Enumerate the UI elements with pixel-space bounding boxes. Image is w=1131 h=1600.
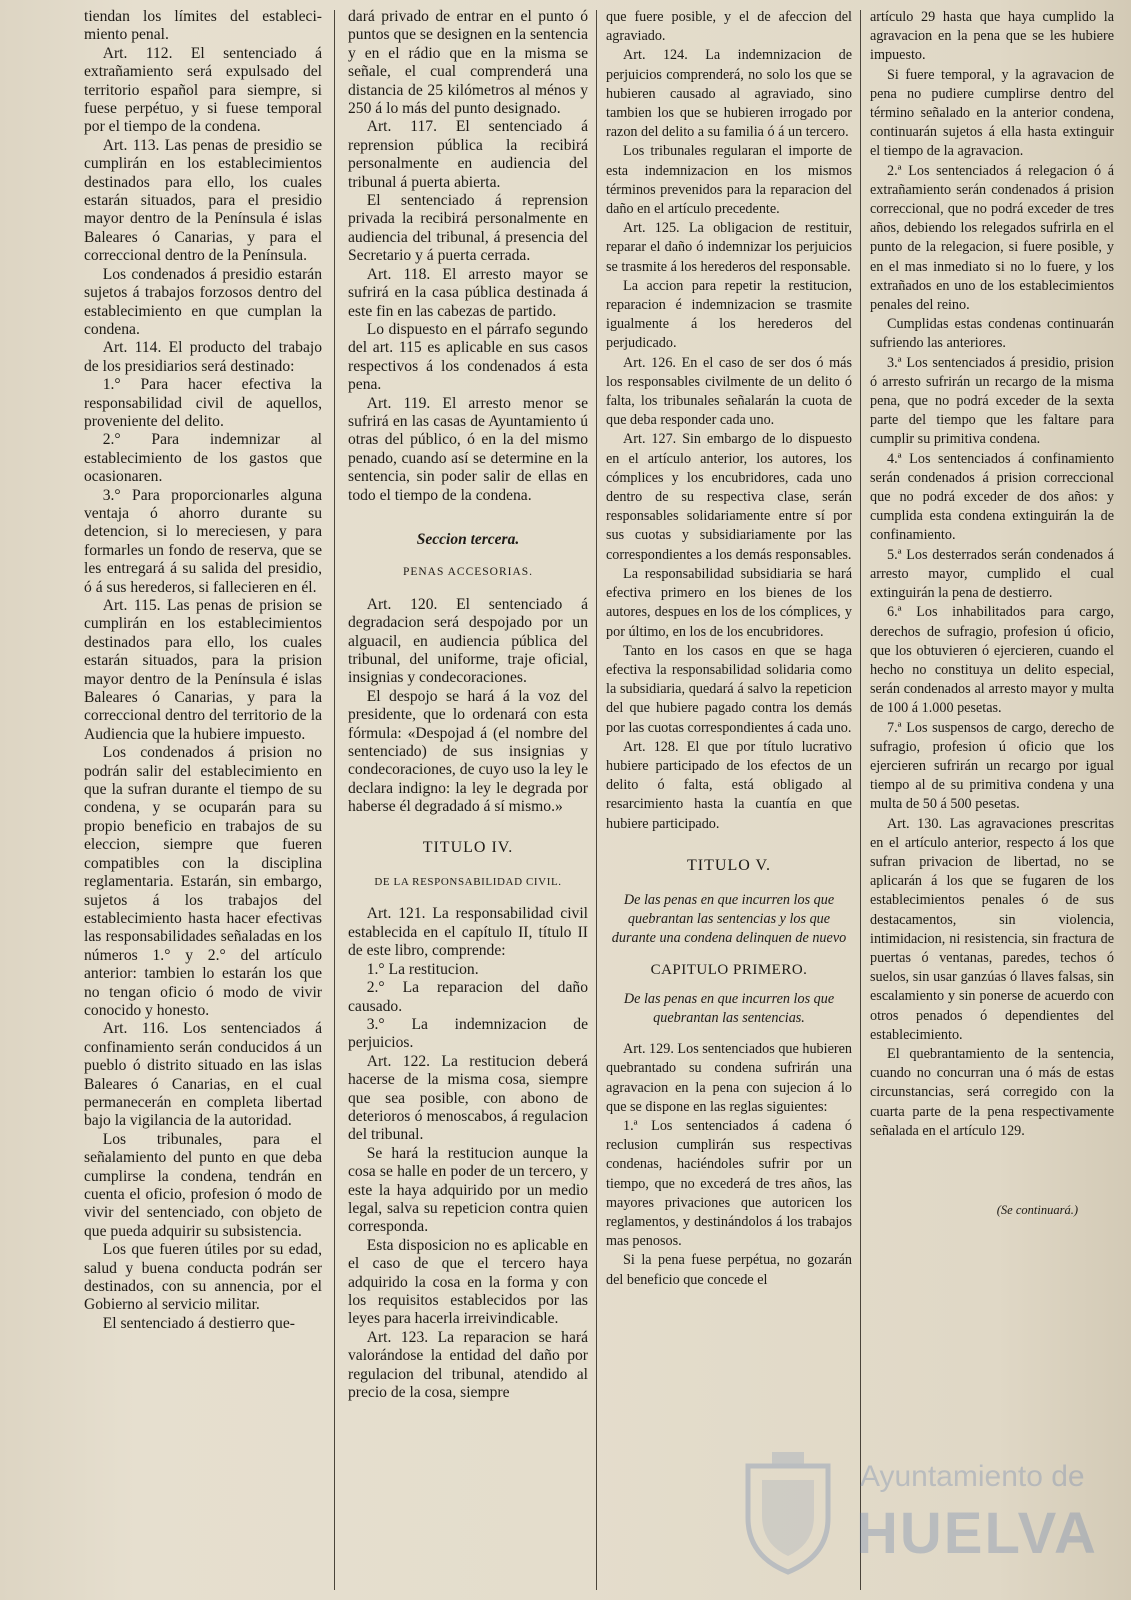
paragraph: Art. 127. Sin embargo de lo dispuesto en el artículo anterior, los autores, los cómplices y los encubridores, cada uno dentro de su respectiva clase, serán responsables solidariamente entre sí por sus cuotas y subsidiariamente por las correspondientes a los demás responsables. [606,431,852,563]
paragraph: Los tribunales regularan el importe de esta indemnizacion en los mismos términos prevenidos para la reparacion del daño en el artículo precedente. [606,143,852,218]
paragraph: Tanto en los casos en que se haga efectiva la responsabilidad solidaria como la subsidiaria, quedará á salvo la repeticion del que hubiere pagado contra los demás por las cuotas correspondientes á cada uno. [606,642,852,736]
column-4 [870,8,1114,1593]
paragraph: El sentenciado á reprension privada la recibirá personalmente en audiencia del tribunal, á presencia del Secretario y á puerta cerrada. [348,192,588,265]
paragraph: Art. 117. El sentenciado á reprension pública la recibirá personalmente en audiencia del tribunal á puerta abierta. [348,118,588,191]
paragraph: 3.° La indemnizacion de perjuicios. [348,1015,588,1052]
paragraph: Art. 121. La responsabilidad civil establecida en el capítulo II, título II de este libro, comprende: [348,905,588,960]
chapter-heading: CAPITULO PRIMERO. [650,961,808,978]
paragraph: La responsabilidad subsidiaria se hará efectiva primero en los bienes de los autores, despues en los de los cómplices, y por último, en los de los encubridores. [606,565,852,640]
section-heading: Seccion tercera. [416,530,520,548]
paragraph: Art. 123. La reparacion se hará valorándose la entidad del daño por regulacion del tribunal, atendido al precio de la cosa, siempre [348,1328,588,1402]
paragraph: Art. 118. El arresto mayor se sufrirá en la casa pública destinada á este fin en las cabezas de partido. [348,265,588,320]
paragraph: Art. 120. El sentenciado á degradacion será despojado por un alguacil, en audiencia pública del tribunal, del uniforme, traje oficial, insignias y condecoraciones. [348,595,588,687]
column-rule [596,10,597,1590]
title-heading: TITULO IV. [422,838,514,856]
section-subheading: PENAS ACCESORIAS. [402,566,534,579]
paragraph: 5.ª Los desterrados serán condenados á arresto mayor, cumplido el cual extinguirán la pena de destierro. [870,546,1114,602]
paragraph: Si fuere temporal, y la agravacion de pena no pudiere cumplirse dentro del término señalado en la anterior condena, continuarán sujetos á ella hasta extinguir el tiempo de la agravacion. [870,66,1114,160]
paragraph: Esta disposicion no es aplicable en el caso de que el tercero haya adquirido la cosa en la forma y con los requisitos establecidos por las leyes para hacerla irreivindicable. [348,1236,588,1328]
chapter-subheading: De las penas en que incurren los que quebrantan las sentencias. [623,990,835,1026]
paragraph: 3.° Para proporcionarles alguna ventaja ó ahorro durante su detencion, si lo mereciesen, y para formarles un fondo de reserva, que se les entregará á su salida del presidio, ó á sus herederos, si fallecieren en él. [84,486,322,596]
column-rule [334,10,335,1590]
paragraph: Art. 114. El producto del trabajo de los presidiarios será destinado: [84,339,322,375]
title-subheading: De las penas en que incurren los que quebrantan las sentencias y los que durante una condena delinquen de nuevo [611,891,847,947]
paragraph: El quebrantamiento de la sentencia, cuando no concurran una ó más de estas circunstancias, será corregido con la cuarta parte de la pena respectivamente señalada en el artículo 129. [870,1045,1114,1139]
watermark-line2: HUELVA [856,1501,1098,1566]
paragraph: que fuere posible, y el de afeccion del agraviado. [606,9,852,45]
column-2 [348,8,588,1593]
paragraph: Art. 115. Las penas de prision se cumplirán en los establecimientos destinados para ello, los cuales estarán situados, para la prision mayor dentro de la Península é islas Baleares ó Canarias, y para la correccional dentro del territorio de la Audiencia que la hubiere impuesto. [84,597,322,743]
column-1 [84,8,322,1593]
watermark-line1: Ayuntamiento de [860,1460,1085,1493]
continuation-note: (Se continuará.) [996,1202,1078,1217]
paragraph: 1.° La restitucion. [366,960,479,978]
paragraph: Art. 116. Los sentenciados á confinamiento serán conducidos á un pueblo ó distrito situado en las islas Baleares ó Canarias, en el cual permanecerán en completa libertad bajo la vigilancia de la autoridad. [84,1020,322,1130]
paragraph: Si la pena fuese perpétua, no gozarán del beneficio que concede el [606,1252,852,1288]
paragraph: Lo dispuesto en el párrafo segundo del art. 115 es aplicable en sus casos respectivos á los condenados á esta pena. [348,320,588,394]
paragraph: La accion para repetir la restitucion, reparacion é indemnizacion se trasmite igualmente á los herederos del perjudicado. [606,277,852,352]
paragraph: 1.ª Los sentenciados á cadena ó reclusion cumplirán sus respectivas condenas, haciéndoles sufrir por un tiempo, que no excederá de tres años, las mayores privaciones que autoricen los reglamentos, y destinándolos á los trabajos mas penosos. [606,1117,852,1250]
paragraph: artículo 29 hasta que haya cumplido la agravacion en la pena que se les hubiere impuesto. [870,9,1114,64]
paragraph: Art. 124. La indemnizacion de perjuicios comprenderá, no solo los que se hubieren causado al agraviado, sino tambien los que se hubieren irrogado por razon del delito a su familia ó á un tercero. [606,47,852,141]
paragraph: 2.° La reparacion del daño causado. [348,979,588,1015]
paragraph: tiendan los límites del estableci-miento penal. [84,8,322,44]
paragraph: Art. 126. En el caso de ser dos ó más los responsables civilmente de un delito ó falta, los tribunales señalarán la cuota de que deba responder cada uno. [606,354,852,429]
title-heading: TITULO V. [687,856,771,874]
paragraph: 2.° Para indemnizar al establecimiento de los gastos que ocasionaren. [84,431,322,486]
paragraph: 6.ª Los inhabilitados para cargo, derechos de sufragio, profesion ú oficio, que los obtuvieren ó ejercieren, cuando el hecho no constituya un delito especial, serán condenados al arresto mayor y multa de 100 á 1.000 pesetas. [870,604,1114,717]
paragraph: Los condenados á presidio estarán sujetos á trabajos forzosos dentro del establecimiento en que cumplan la condena. [84,265,322,338]
paragraph: Art. 112. El sentenciado á extrañamiento será expulsado del territorio español para siempre, si fuese perpétuo, y si fuese temporal por el tiempo de la condena. [84,44,322,136]
paragraph: 1.° Para hacer efectiva la responsabilidad civil de aquellos, proveniente del delito. [84,376,322,430]
paragraph: Cumplidas estas condenas continuarán sufriendo las anteriores. [870,316,1114,352]
paragraph: El despojo se hará á la voz del presidente, que lo ordenará con esta fórmula: «Despojad á (el nombre del sentenciado) de sus insignias y condecoraciones, de cuyo uso la ley le declara indigno: la ley le degrada por haberse él degradado á sí mismo.» [348,687,588,816]
column-rule [860,10,861,1590]
paragraph: 7.ª Los suspensos de cargo, derecho de sufragio, profesion ú oficio que los ejercieren sufrirán un recargo por igual tiempo al de su primitiva condena y una multa de 50 á 500 pesetas. [870,719,1114,813]
paragraph: Art. 129. Los sentenciados que hubieren quebrantado su condena sufrirán una agravacion en la pena con sujecion á lo que se dispone en las reglas siguientes: [606,1041,852,1115]
paragraph: Art. 130. Las agravaciones prescritas en el artículo anterior, respecto á los que sufran privacion de libertad, no se aplicarán á los que se fugaren de los establecimientos penales ó de sus destacamentos, sin violencia, intimidacion, ni resistencia, sin fractura de puertas ó ventanas, paredes, techos ó suelos, sin usar ganzúas ó llaves falsas, sin escalamiento y sin ponerse de acuerdo con otros penados ó dependientes del establecimiento. [870,815,1114,1043]
paragraph: Art. 122. La restitucion deberá hacerse de la misma cosa, siempre que sea posible, con abono de deterioros ó menoscabos, á regulacion del tribunal. [348,1052,588,1144]
paragraph: Art. 113. Las penas de presidio se cumplirán en los establecimientos destinados para ello, los cuales estarán situados, para el presidio mayor dentro de la Península é islas Baleares ó Canarias, y para el correccional dentro de la Península. [84,136,322,265]
title-subheading: DE LA RESPONSABILIDAD CIVIL. [374,876,562,889]
paragraph: Los condenados á prision no podrán salir del establecimiento en que la sufran durante el tiempo de su condena, y se ocuparán para su propio beneficio en trabajos de su eleccion, siempre que fueren compatibles con la disciplina reglamentaria. Estarán, sin embargo, sujetos á los trabajos del establecimiento hasta hacer efectivas las responsabilidades señaladas en los números 1.° y 2.° del artículo anterior: tambien lo estarán los que no tengan oficio ó modo de vivir conocido y honesto. [84,744,322,1019]
paragraph: Art. 128. El que por título lucrativo hubiere participado de los efectos de un delito ó falta, está obligado al resarcimiento hasta la cuantía en que hubiere participado. [606,738,852,832]
paragraph: Art. 119. El arresto menor se sufrirá en las casas de Ayuntamiento ú otras del público, ó en la del mismo penado, cuando así se determine en la sentencia, sin poder salir de ellas en todo el tiempo de la condena. [348,394,588,504]
paragraph: Los tribunales, para el señalamiento del punto en que deba cumplirse la condena, tendrán en cuenta el oficio, profesion ó modo de vivir del sentenciado, con objeto de que pueda adquirir su subsistencia. [84,1130,322,1240]
paragraph: 2.ª Los sentenciados á relegacion ó á extrañamiento serán condenados á prision correccional, que no podrá exceder de tres años, debiendo los relegados sufrirla en el punto de la relegacion, si fuere posible, y en el mas inmediato si no lo fuere, y los extrañados en uno de los establecimientos penales del reino. [870,162,1114,314]
paragraph: 3.ª Los sentenciados á presidio, prision ó arresto sufrirán un recargo de la misma pena, que no podrá exceder de la sexta parte del tiempo que les faltare para cumplir su primitiva condena. [870,354,1114,448]
paragraph: Art. 125. La obligacion de restituir, reparar el daño ó indemnizar los perjuicios se trasmite á los herederos del responsable. [606,220,852,275]
paragraph: 4.ª Los sentenciados á confinamiento serán condenados á prision correccional que no podrá exceder de dos años: y cumplida esta condena extinguirán la de confinamiento. [870,450,1114,544]
column-3 [606,8,852,1593]
paragraph: dará privado de entrar en el punto ó puntos que se designen en la sentencia y en el rádio que en la misma se señale, el cual comprenderá una distancia de 25 kilómetros al ménos y 250 á lo más del punto designado. [348,8,588,118]
paragraph: El sentenciado á destierro que- [102,1314,295,1332]
paragraph: Los que fueren útiles por su edad, salud y buena conducta podrán ser destinados, con su annencia, por el Gobierno al servicio militar. [84,1241,322,1314]
paragraph: Se hará la restitucion aunque la cosa se halle en poder de un tercero, y este la haya adquirido por un medio legal, salva su repeticion contra quien corresponda. [348,1144,588,1236]
